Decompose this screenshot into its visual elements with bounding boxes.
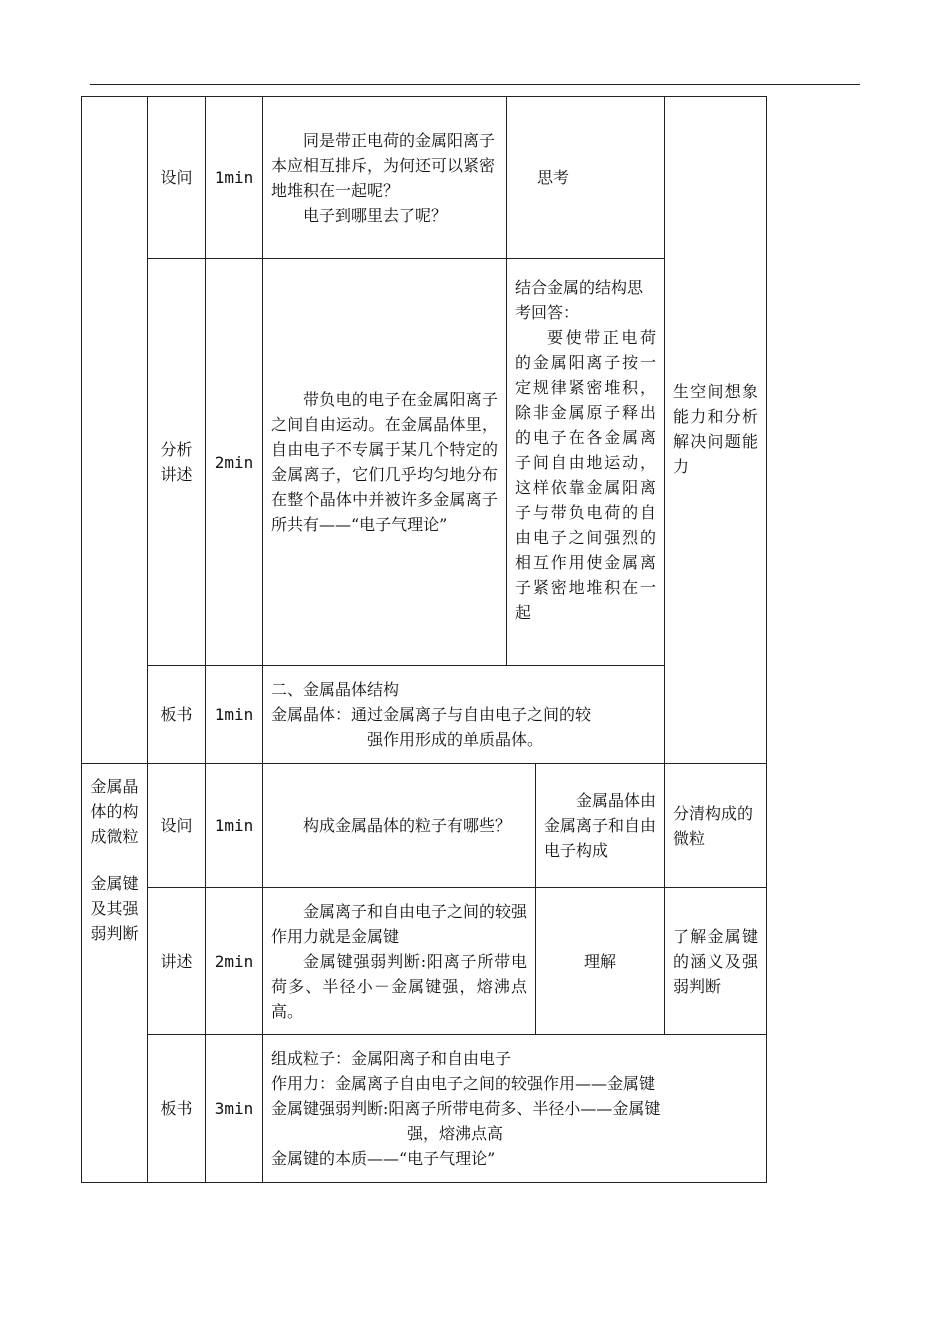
goal-text: 生空间想象能力和分析解决问题能力 bbox=[673, 382, 759, 476]
teacher-cell bbox=[263, 97, 507, 259]
stage-gap bbox=[90, 849, 139, 871]
activity-cell: 分析讲述 bbox=[148, 259, 206, 666]
teacher-text: 电子到哪里去了呢？ bbox=[303, 205, 448, 225]
board-text: 强，熔沸点高 bbox=[407, 1124, 504, 1143]
board-cell bbox=[263, 666, 665, 764]
teacher-cell bbox=[263, 259, 507, 666]
header-rule bbox=[90, 84, 860, 85]
board-text: 作用力：金属离子自由电子之间的较强作用——金属键 bbox=[271, 1074, 656, 1093]
goal-text: 了解金属键的涵义及强弱判断 bbox=[673, 926, 759, 996]
table-row bbox=[82, 1035, 767, 1183]
board-text: 组成粒子：金属阳离子和自由电子 bbox=[271, 1049, 512, 1068]
teacher-text: 带负电的电子在金属阳离子之间自由运动。在金属晶体里，自由电子不专属于某几个特定的金属离子，它们几乎均匀地分布在整个晶体中并被许多金属离子所共有——“电子气理论” bbox=[271, 390, 498, 534]
student-cell: 思考 bbox=[507, 97, 665, 259]
stage-cell-empty bbox=[82, 97, 148, 764]
board-cell bbox=[263, 1035, 767, 1183]
table-row bbox=[82, 666, 767, 764]
student-text: 结合金属的结构思考回答： bbox=[515, 278, 644, 322]
table-row bbox=[82, 259, 767, 666]
goal-cell: 分清构成的微粒 bbox=[665, 764, 767, 888]
teacher-text: 金属键强弱判断:阳离子所带电荷多、半径小－金属键强，熔沸点高。 bbox=[271, 951, 527, 1021]
teacher-cell bbox=[263, 764, 536, 888]
time-cell: 2min bbox=[206, 259, 263, 666]
time-cell: 2min bbox=[206, 888, 263, 1035]
student-text: 要使带正电荷的金属阳离子按一定规律紧密堆积，除非金属原子释出的电子在各金属离子间自由地运动，这样依靠金属阳离子与带负电荷的自由电子之间强烈的相互作用使金属离子紧密地堆积在一起 bbox=[515, 328, 657, 622]
table-row bbox=[82, 97, 767, 259]
activity-cell: 设问 bbox=[148, 764, 206, 888]
board-text: 强作用形成的单质晶体。 bbox=[367, 730, 544, 749]
table-row bbox=[82, 764, 767, 888]
teacher-text: 金属离子和自由电子之间的较强作用力就是金属键 bbox=[271, 901, 528, 946]
teacher-cell bbox=[263, 888, 536, 1035]
teacher-text: 构成金属晶体的粒子有哪些？ bbox=[303, 816, 512, 835]
student-cell: 理解 bbox=[536, 888, 665, 1035]
student-cell bbox=[536, 764, 665, 888]
student-text: 金属晶体由金属离子和自由电子构成 bbox=[544, 791, 657, 860]
lesson-plan-table bbox=[81, 96, 767, 1183]
table-row bbox=[82, 888, 767, 1035]
board-text: 金属键的本质——“电子气理论” bbox=[271, 1149, 496, 1168]
goal-cell bbox=[665, 888, 767, 1035]
student-cell bbox=[507, 259, 665, 666]
activity-cell: 板书 bbox=[148, 1035, 206, 1183]
time-cell: 1min bbox=[206, 764, 263, 888]
activity-cell: 板书 bbox=[148, 666, 206, 764]
activity-cell: 设问 bbox=[148, 97, 206, 259]
stage-title: 金属晶体的构成微粒 bbox=[90, 777, 139, 846]
stage-cell bbox=[82, 764, 148, 1183]
time-cell: 1min bbox=[206, 97, 263, 259]
time-cell: 3min bbox=[206, 1035, 263, 1183]
board-text: 金属键强弱判断:阳离子所带电荷多、半径小——金属键 bbox=[271, 1099, 661, 1118]
activity-cell: 讲述 bbox=[148, 888, 206, 1035]
board-text: 二、金属晶体结构 bbox=[271, 680, 400, 699]
goal-cell bbox=[665, 97, 767, 764]
board-text: 金属晶体：通过金属离子与自由电子之间的较 bbox=[271, 705, 592, 724]
teacher-text: 同是带正电荷的金属阳离子本应相互排斥，为何还可以紧密地堆积在一起呢？ bbox=[271, 130, 496, 200]
stage-title: 金属键及其强弱判断 bbox=[90, 874, 139, 943]
time-cell: 1min bbox=[206, 666, 263, 764]
